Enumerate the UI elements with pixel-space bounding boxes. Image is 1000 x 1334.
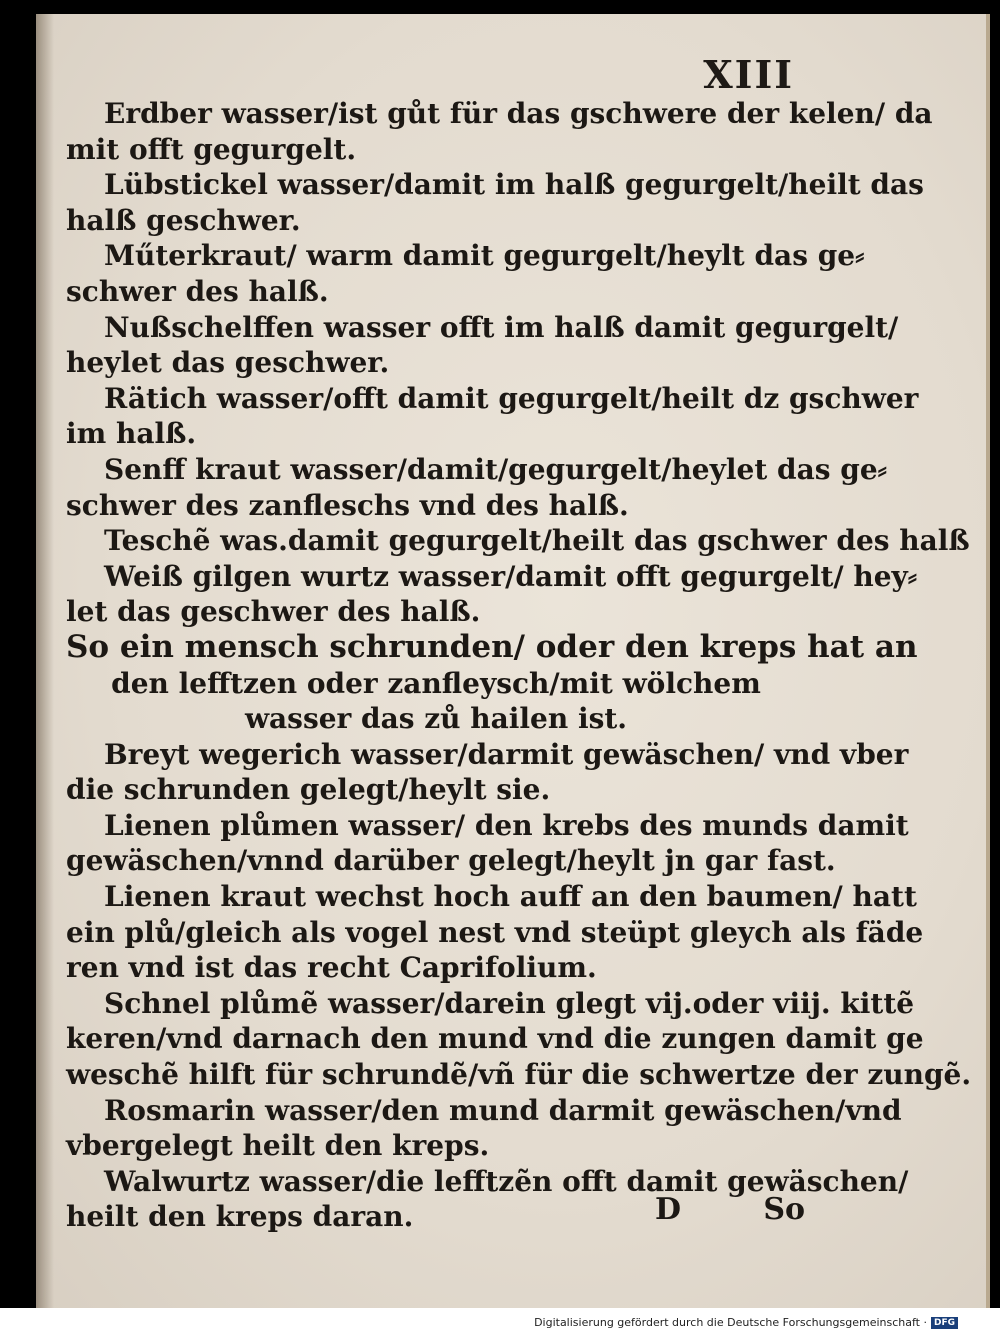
text-line: Műterkraut/ warm damit gegurgelt/heylt das ge⸗: [104, 239, 865, 273]
text-line: Weiß gilgen wurtz wasser/damit offt gegurgelt/ hey⸗: [104, 559, 918, 593]
text-line: vbergelegt heilt den kreps.: [66, 1129, 490, 1163]
text-line: heylet das geschwer.: [66, 346, 390, 380]
text-line: Walwurtz wasser/die lefftzẽn offt damit gewäschen/: [104, 1164, 909, 1198]
text-line: schwer des halß.: [66, 274, 329, 308]
section-heading-line: den lefftzen oder zanfleysch/mit wölchem: [111, 666, 761, 700]
text-line: Schnel plůmẽ wasser/darein glegt vij.oder viij. kittẽ: [104, 986, 915, 1020]
text-line: gewäschen/vnnd darüber gelegt/heylt jn gar fast.: [66, 844, 836, 878]
text-line: Rätich wasser/offt damit gegurgelt/heilt dz gschwer: [104, 381, 919, 415]
credit-text: Digitalisierung gefördert durch die Deutsche Forschungsgemeinschaft ·: [534, 1316, 927, 1329]
folio-number: XIII: [703, 52, 794, 97]
catchword: So: [763, 1192, 805, 1227]
page-text: [66, 96, 972, 1235]
text-line: im halß.: [66, 417, 197, 451]
text-line: Breyt wegerich wasser/darmit gewäschen/ vnd vber: [104, 737, 909, 771]
text-line: ren vnd ist das recht Caprifolium.: [66, 951, 597, 985]
page-gutter-shadow: [36, 14, 54, 1308]
text-line: Rosmarin wasser/den mund darmit gewäschen/vnd: [104, 1093, 902, 1127]
dfg-logo: DFG: [931, 1317, 958, 1329]
text-line: schwer des zanfleschs vnd des halß.: [66, 488, 629, 522]
text-line: die schrunden gelegt/heylt sie.: [66, 773, 551, 807]
text-line: ein plů/gleich als vogel nest vnd steüpt gleych als fäde: [66, 915, 924, 949]
text-line: Nußschelffen wasser offt im halß damit gegurgelt/: [104, 310, 899, 344]
text-line: Lienen kraut wechst hoch auff an den baumen/ hatt: [104, 880, 917, 914]
signature-mark: D: [655, 1192, 682, 1227]
section-heading-line: wasser das zů hailen ist.: [244, 702, 628, 736]
text-line: keren/vnd darnach den mund vnd die zungen damit ge: [66, 1022, 924, 1056]
text-line: heilt den kreps daran.: [66, 1200, 414, 1234]
text-line: Lienen plůmen wasser/ den krebs des munds damit: [104, 808, 909, 842]
digitization-credit: [530, 1315, 962, 1330]
text-line: Teschẽ was.damit gegurgelt/heilt das gschwer des halß: [104, 524, 970, 558]
page-signature-line: [655, 1192, 805, 1227]
text-line: Lübstickel wasser/damit im halß gegurgelt/heilt das: [104, 168, 924, 202]
text-line: mit offt gegurgelt.: [66, 132, 357, 166]
text-line: let das geschwer des halß.: [66, 595, 481, 629]
section-heading-line: So ein mensch schrunden/ oder den kreps hat an: [66, 628, 918, 665]
text-line: Erdber wasser/ist gůt für das gschwere der kelen/ da: [104, 97, 933, 130]
text-line: weschẽ hilft für schrundẽ/vñ für die schwertze der zungẽ.: [66, 1058, 972, 1092]
text-line: Senff kraut wasser/damit/gegurgelt/heylet das ge⸗: [104, 452, 887, 486]
text-line: halß geschwer.: [66, 203, 301, 237]
